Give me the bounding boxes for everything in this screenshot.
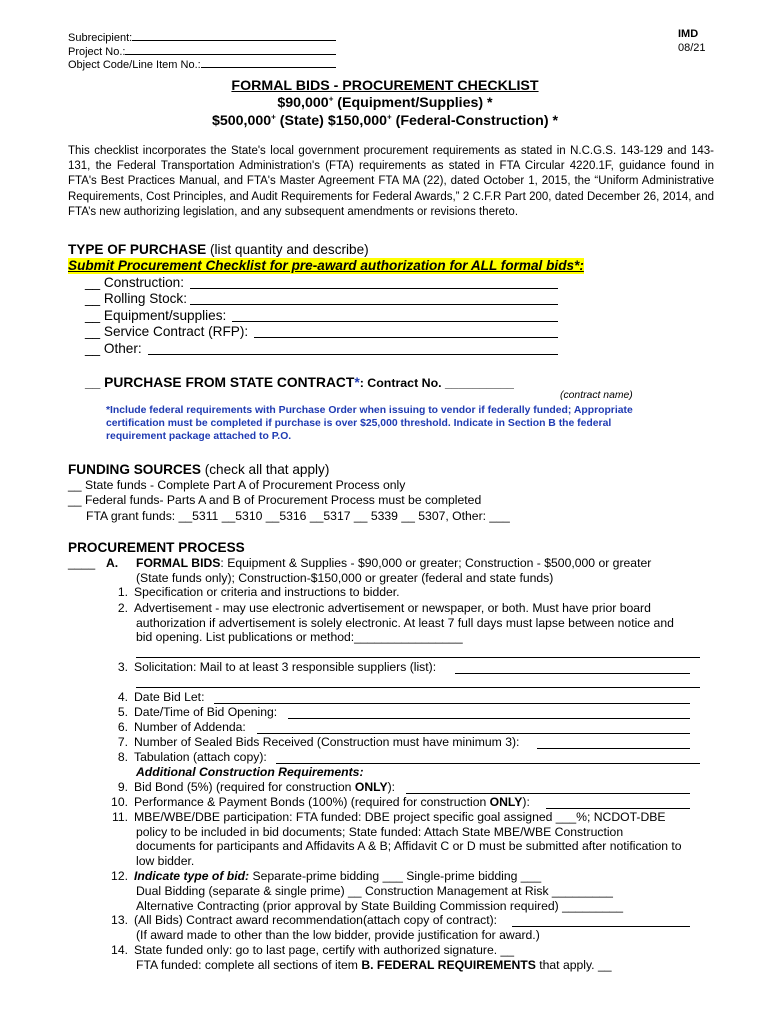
item-11-cont-3: low bidder. [136,854,195,868]
purchase-type-equipment[interactable]: __ Equipment/supplies: [85,308,227,323]
item-2: 2. Advertisement - may use electronic advertisement or newspaper, or both. Must have prior board [117,601,651,615]
subrecipient-input[interactable] [132,30,336,41]
section-a-title: FORMAL BIDS: Equipment & Supplies - $90,000 or greater; Construction - $500,000 or greater [136,556,652,570]
subrecipient-field [68,30,336,45]
section-a-label: A. [106,556,119,570]
solicitation-input-2[interactable] [136,687,700,688]
item-12-cont-2: Alternative Contracting (prior approval by State Building Commission required) _________ [136,899,624,913]
sealed-bids-input[interactable] [537,748,690,749]
section-a-checkbox[interactable]: ____ [68,556,96,570]
title-threshold-equipment: $90,000+ (Equipment/Supplies) * [277,94,493,111]
state-contract-note-3: requirement package attached to P.O. [106,431,292,442]
construction-input[interactable] [190,288,558,289]
subrecipient-label: Subrecipient: [68,32,133,44]
funding-fta-grants[interactable]: FTA grant funds: __5311 __5310 __5316 __5317 __ 5339 __ 5307, Other: ___ [86,509,510,523]
rolling-stock-input[interactable] [190,304,558,305]
submit-note: Submit Procurement Checklist for pre-award authorization for ALL formal bids*: [68,258,584,273]
bid-bond-input[interactable] [406,793,690,794]
item-11-cont-1: policy to be included in bid documents; State funded: Attach State MBE/WBE Construction [136,825,624,839]
project-input[interactable] [125,44,336,55]
item-13-cont: (If award made to other than the low bidder, provide justification for award.) [136,928,540,942]
item-6: 6. Number of Addenda: [117,720,246,734]
item-8: 8. Tabulation (attach copy): [117,750,267,764]
item-3: 3. Solicitation: Mail to at least 3 responsible suppliers (list): [117,660,437,674]
page-title: FORMAL BIDS - PROCUREMENT CHECKLIST [231,78,539,94]
item-5: 5. Date/Time of Bid Opening: [117,705,278,719]
bid-opening-input[interactable] [288,718,690,719]
section-a-title-cont: (State funds only); Construction-$150,000 or greater (federal and state funds) [136,571,554,585]
addenda-input[interactable] [257,733,690,734]
item-11-cont-2: documents for participants and Affidavits A & B; Affidavit C or D must be submitted after notification to [136,839,682,853]
form-date: 08/21 [678,42,706,54]
contract-name-caption: (contract name) [560,390,633,401]
item-11: 11. MBE/WBE/DBE participation: FTA funded: DBE project specific goal assigned ___%; NCDOT-DBE [111,810,666,824]
item-9: 9. Bid Bond (5%) (required for construction ONLY): [117,780,396,794]
item-2-cont-2: bid opening. List publications or method:________________ [136,630,463,644]
additional-construction-heading: Additional Construction Requirements: [136,765,364,779]
agency-code: IMD [678,28,699,40]
item-14: 14. State funded only: go to last page, certify with authorized signature. __ [111,943,515,957]
other-input[interactable] [148,354,558,355]
item-14-cont: FTA funded: complete all sections of item B. FEDERAL REQUIREMENTS that apply. __ [136,958,612,972]
project-label: Project No.: [68,46,126,58]
equipment-input[interactable] [232,321,558,322]
service-contract-input[interactable] [254,337,558,338]
item-12-cont-1: Dual Bidding (separate & single prime) __ Construction Management at Risk _________ [136,884,613,898]
tabulation-input[interactable] [276,763,700,764]
state-contract-line: __ PURCHASE FROM STATE CONTRACT*: Contract No. __________ [85,375,514,390]
state-contract-note-1: *Include federal requirements with Purchase Order when issuing to vendor if federally funded; Appropriate [106,405,633,416]
funding-sources-heading: FUNDING SOURCES (check all that apply) [68,462,330,477]
item-2-cont-1: authorization if advertisement is solely electronic. At least 7 full days must lapse between notice and [136,616,674,630]
publications-input[interactable] [136,657,700,658]
type-of-purchase-heading: TYPE OF PURCHASE (list quantity and describe) [68,242,369,257]
item-7: 7. Number of Sealed Bids Received (Construction must have minimum 3): [117,735,520,749]
item-12: 12. Indicate type of bid: Separate-prime bidding ___ Single-prime bidding ___ [111,869,542,883]
date-bid-let-input[interactable] [214,703,690,704]
performance-bond-input[interactable] [546,808,690,809]
item-10: 10. Performance & Payment Bonds (100%) (required for construction ONLY): [111,795,530,809]
procurement-process-heading: PROCUREMENT PROCESS [68,540,245,555]
award-recommendation-input[interactable] [512,926,690,927]
item-1: 1. Specification or criteria and instructions to bidder. [117,585,400,599]
purchase-type-other[interactable]: __ Other: [85,341,142,356]
section-a-line [68,556,95,571]
funding-state[interactable]: __ State funds - Complete Part A of Procurement Process only [68,478,406,492]
funding-federal[interactable]: __ Federal funds- Parts A and B of Procurement Process must be completed [68,493,482,507]
purchase-type-rolling-stock[interactable]: __ Rolling Stock: [85,291,188,306]
state-contract-note-2: certification must be completed if purchase is over $25,000 threshold. Indicate in Section B the federal [106,418,612,429]
intro-paragraph: This checklist incorporates the State's local government procurement requirements as stated in N.C.G.S. 143-129 and 143-131, the Federal Transportation Administration's (FTA) requirements as stated in FTA Circular 4220.1F, guidance found in FTA's Best Practices Manual, and FTA's Master Agreement FTA MA (22), dated October 1, 2015, the “Uniform Administrative Requirements, Cost Principles, and Audit Requirements for Federal Awards,” 2 C.F.R Part 200, dated December 26, 2014, and FTA’s new authorizing legislation, and any subsequent amendments or revisions thereto. [68,145,714,218]
object-code-label: Object Code/Line Item No.: [68,59,201,71]
object-code-input[interactable] [201,57,336,68]
item-4: 4. Date Bid Let: [117,690,205,704]
title-threshold-construction: $500,000+ (State) $150,000+ (Federal-Construction) * [211,112,559,129]
solicitation-input[interactable] [455,673,690,674]
purchase-type-service-contract[interactable]: __ Service Contract (RFP): [85,324,249,339]
object-code-field [68,57,336,72]
purchase-type-construction[interactable]: __ Construction: [85,275,184,290]
item-13: 13. (All Bids) Contract award recommendation(attach copy of contract): [111,913,498,927]
